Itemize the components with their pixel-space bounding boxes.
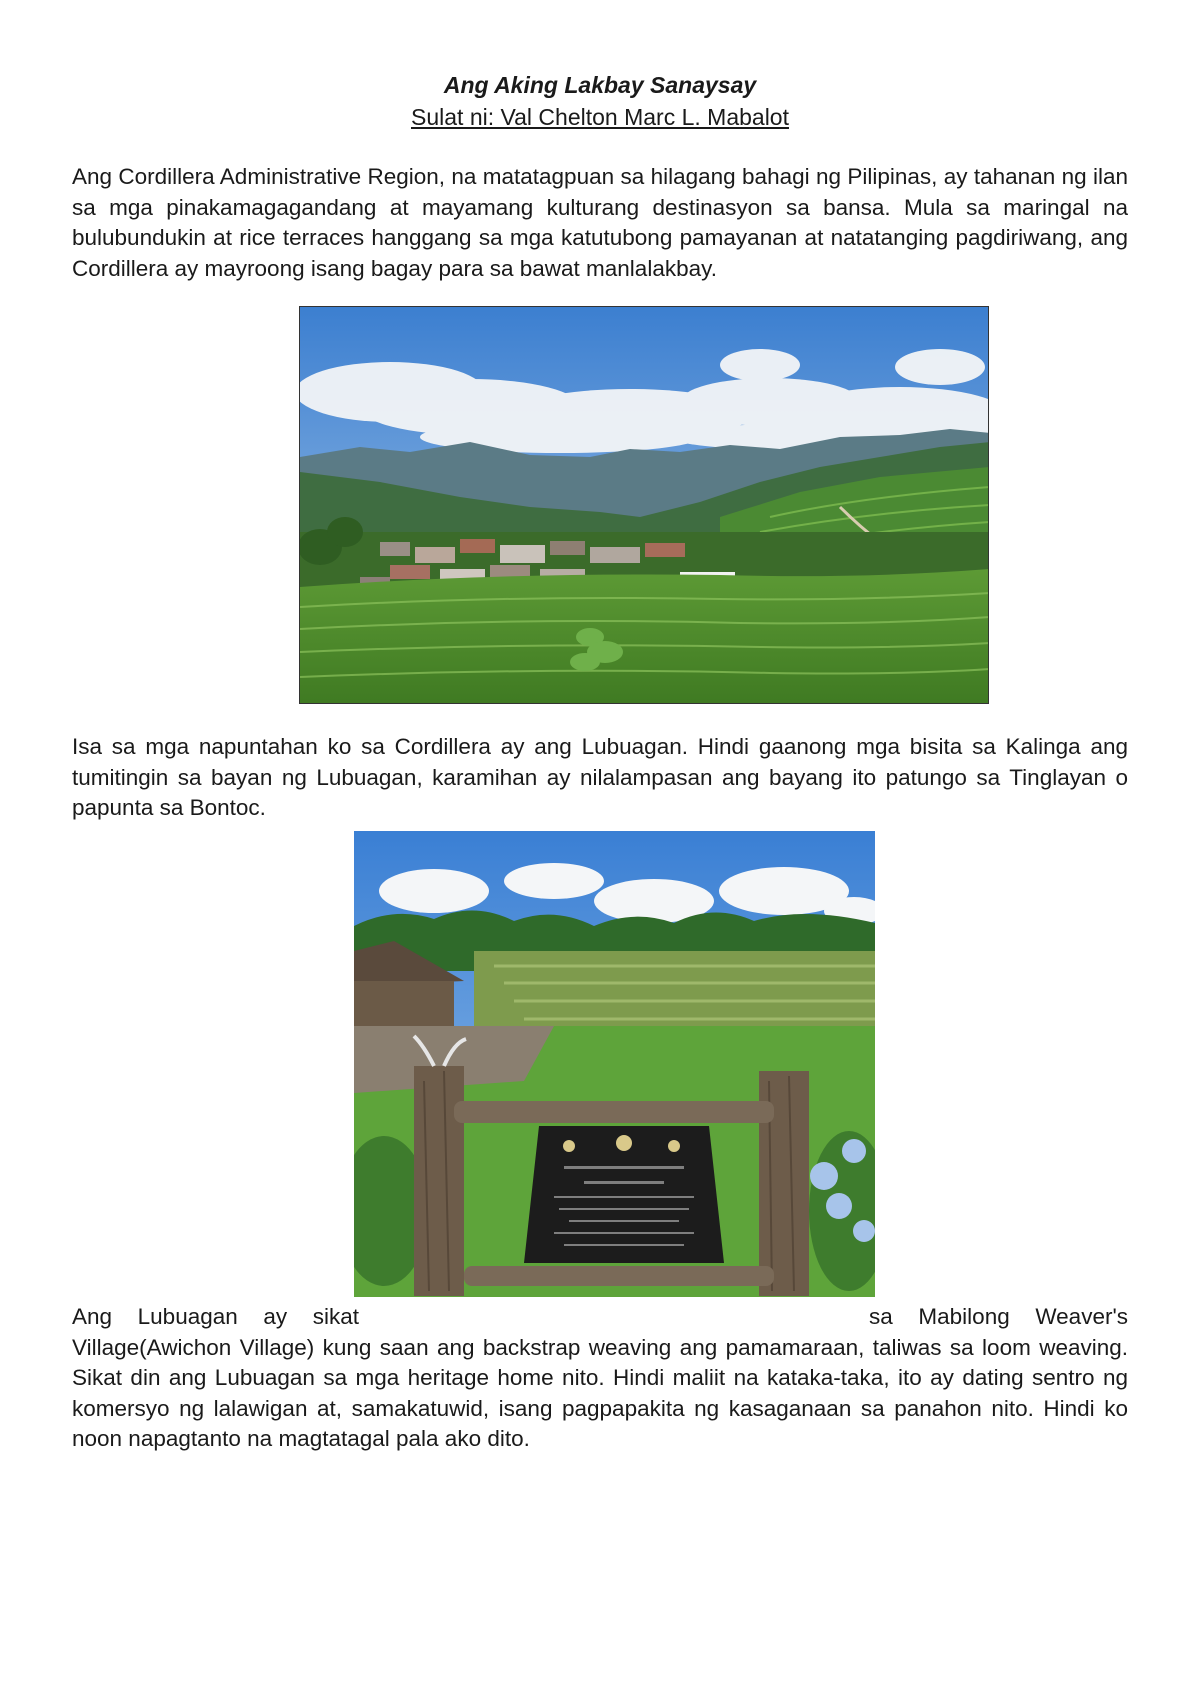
document-title: Ang Aking Lakbay Sanaysay	[443, 72, 757, 98]
paragraph-intro: Ang Cordillera Administrative Region, na matatagpuan sa hilagang bahagi ng Pilipinas, ay tahanan ng ilan sa mga pinakamagagandang at mayamang kulturang destinasyon sa bansa. Mula sa maringal na bulubundukin at rice terraces hanggang sa mga katutubong pamayanan at natatanging pagdiriwang, ang Cordillera ay mayroong isang bagay para sa bawat manlalakbay.	[72, 164, 1128, 281]
paragraph-weaving-rest: sa Mabilong Weaver's Village(Awichon Village) kung saan ang backstrap weaving ang pamamaraan, taliwas sa loom weaving. Sikat din ang Lubuagan sa mga heritage home nito. Hindi maliit na kataka-taka, ito ay dating sentro ng komersyo ng lalawigan at, samakatuwid, isang pagpapakita ng kasaganaan sa panahon nito. Hindi ko noon napagtanto na magtatagal pala ako dito.	[72, 1304, 1128, 1451]
paragraph-lubuagan: Isa sa mga napuntahan ko sa Cordillera ay ang Lubuagan. Hindi gaanong mga bisita sa Kalinga ang tumitingin sa bayan ng Lubuagan, karamihan ay nilalampasan ang bayang ito patungo sa Tinglayan o papunta sa Bontoc.	[72, 734, 1128, 820]
marker-illustration	[354, 831, 875, 1297]
author-byline: Sulat ni: Val Chelton Marc L. Mabalot	[411, 104, 789, 130]
landscape-illustration	[300, 307, 989, 704]
lubuagan-marker-photo	[354, 831, 875, 1297]
paragraph-weaving	[72, 1302, 1128, 1455]
paragraph-weaving-start: Ang Lubuagan ay sikat	[72, 1304, 360, 1329]
cordillera-landscape-photo	[299, 306, 989, 704]
